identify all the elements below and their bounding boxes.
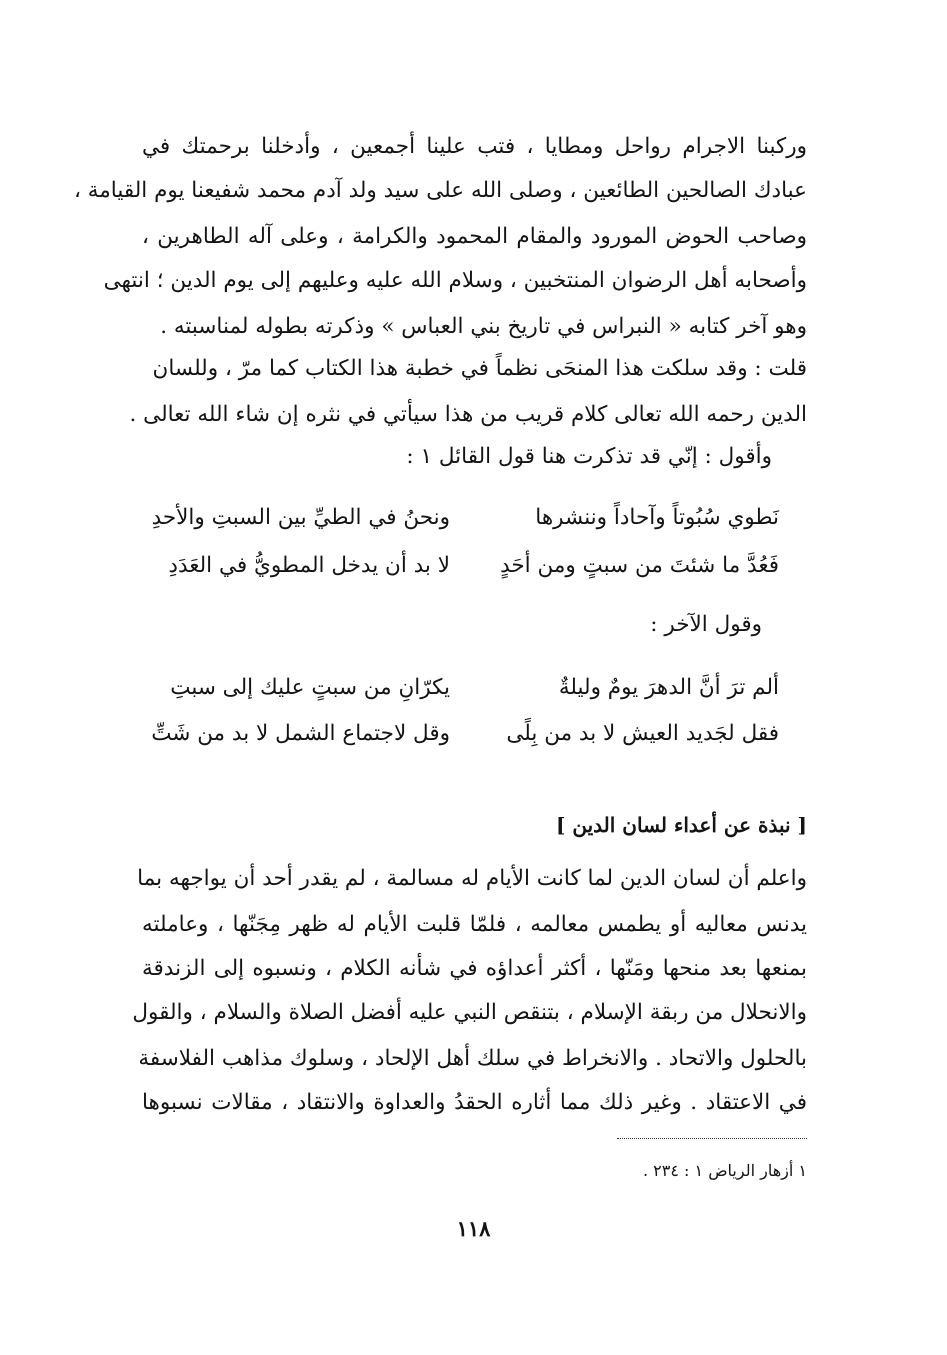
verse-line xyxy=(142,668,807,708)
body-line: واعلم أن لسان الدين لما كانت الأيام له مسالمة ، لم يقدر أحد أن يواجهه بما xyxy=(137,866,807,891)
body-line: بمنعها بعد منحها ومَنّها ، أكثر أعداؤه في شأنه الكلام ، ونسبوه إلى الزندقة xyxy=(142,956,807,981)
hemistich: فَعُدَّ ما شئتَ من سبتٍ ومن أحَدٍ xyxy=(500,553,779,578)
hemistich: ونحنُ في الطيِّ بين السبتِ والأحدِ xyxy=(151,505,450,530)
body-line: والانحلال من ربقة الإسلام ، بتنقص النبي عليه أفضل الصلاة والسلام ، والقول xyxy=(132,1000,807,1025)
section-heading: [ نبذة عن أعداء لسان الدين ] xyxy=(555,813,807,837)
body-line: الدين رحمه الله تعالى كلام قريب من هذا سيأتي في نثره إن شاء الله تعالى . xyxy=(129,402,807,427)
body-line: وأصحابه أهل الرضوان المنتخبين ، وسلام الله عليه وعليهم إلى يوم الدين ؛ انتهى xyxy=(103,268,807,293)
verse-line xyxy=(142,498,807,538)
verse-line xyxy=(142,546,807,586)
verse-line xyxy=(142,714,807,754)
hemistich: يكرّانِ من سبتٍ عليك إلى سبتِ xyxy=(170,675,450,700)
body-line: وهو آخر كتابه « النبراس في تاريخ بني العباس » وذكرته بطوله لمناسبته . xyxy=(160,314,807,339)
poem-intro: وأقول : إنّي قد تذكرت هنا قول القائل ١ : xyxy=(406,444,772,469)
poem-intro: وقول الآخر : xyxy=(650,612,762,637)
body-line: قلت : وقد سلكت هذا المنحَى نظماً في خطبة هذا الكتاب كما مرّ ، وللسان xyxy=(152,356,807,381)
page-number: ١١٨ xyxy=(456,1216,491,1241)
body-line: بالحلول والاتحاد . والانخراط في سلك أهل الإلحاد ، وسلوك مذاهب الفلاسفة xyxy=(138,1046,807,1071)
footnote-separator xyxy=(617,1138,807,1139)
hemistich: وقل لاجتماع الشمل لا بد من شَتِّ xyxy=(151,721,450,746)
body-line: عبادك الصالحين الطائعين ، وصلى الله على سيد ولد آدم محمد شفيعنا يوم القيامة ، xyxy=(73,178,807,203)
body-line: وصاحب الحوض المورود والمقام المحمود والكرامة ، وعلى آله الطاهرين ، xyxy=(142,224,807,249)
hemistich: لا بد أن يدخل المطويُّ في العَدَدِ xyxy=(168,553,450,578)
hemistich: فقل لجَديد العيش لا بد من بِلًى xyxy=(506,721,779,746)
body-line: يدنس معاليه أو يطمس معالمه ، فلمّا قلبت الأيام له ظهر مِجَنّها ، وعاملته xyxy=(142,912,807,937)
body-line: وركبنا الاجرام رواحل ومطايا ، فتب علينا أجمعين ، وأدخلنا برحمتك في xyxy=(142,134,807,159)
footnote: ١ أزهار الرياض ١ : ٢٣٤ . xyxy=(643,1161,807,1180)
hemistich: ألم ترَ أنَّ الدهرَ يومٌ وليلةٌ xyxy=(558,675,779,700)
hemistich: نَطوي سُبُوتاً وآحاداً وننشرها xyxy=(535,505,779,530)
body-line: في الاعتقاد . وغير ذلك مما أثاره الحقدُ والعداوة والانتقاد ، مقالات نسبوها xyxy=(142,1090,807,1115)
